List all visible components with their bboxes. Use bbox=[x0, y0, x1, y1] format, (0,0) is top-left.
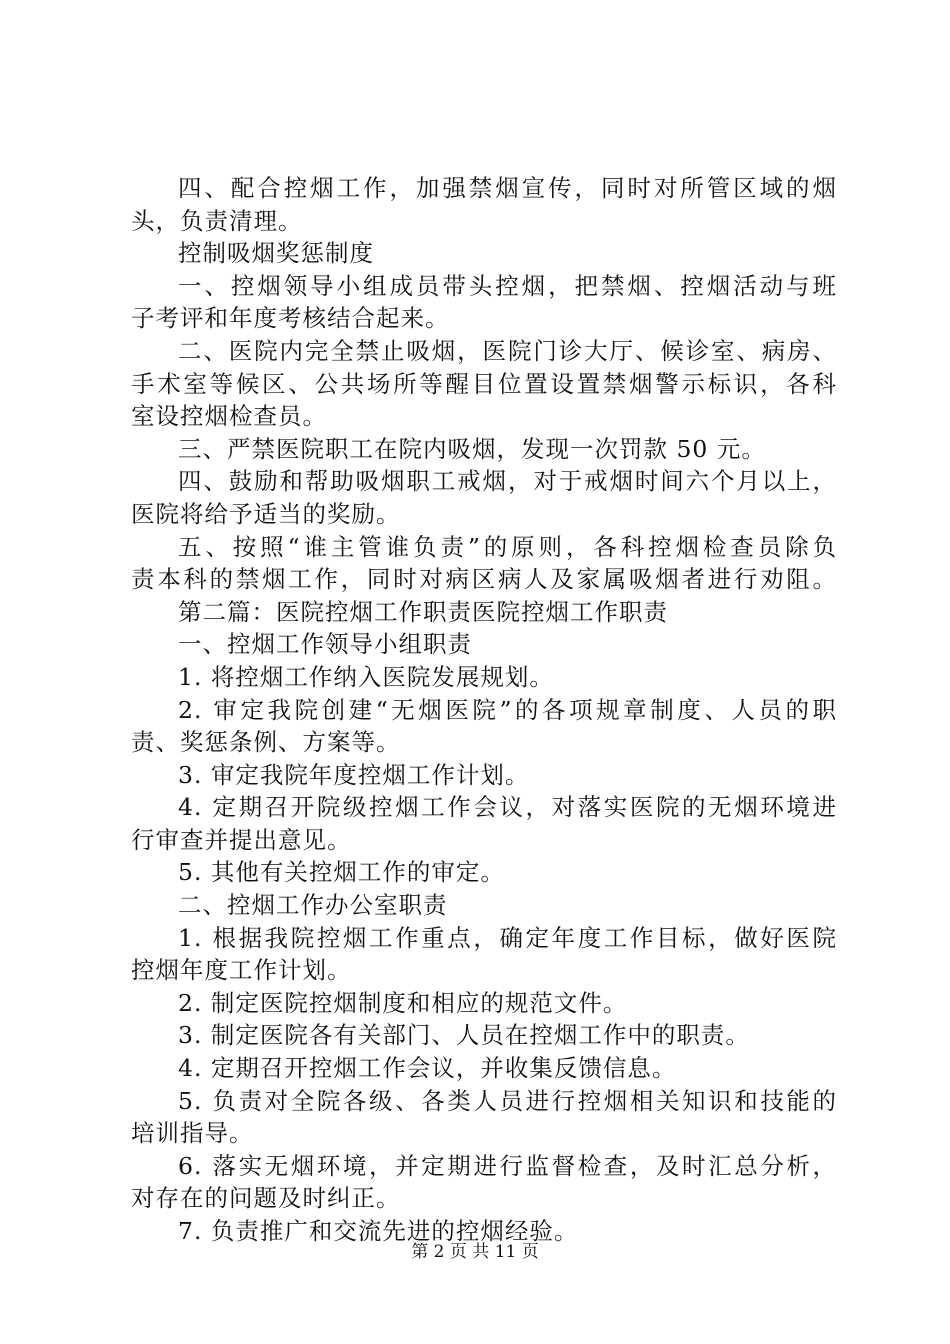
text-line: 7. 负责推广和交流先进的控烟经验。 bbox=[178, 1217, 579, 1245]
text-line: 三、严禁医院职工在院内吸烟，发现一次罚款 50 元。 bbox=[178, 434, 766, 463]
text-line: 4. 定期召开院级控烟工作会议，对落实医院的无烟环境进 bbox=[178, 793, 837, 822]
text-line: 控制吸烟奖惩制度 bbox=[178, 239, 374, 268]
text-line: 3. 审定我院年度控烟工作计划。 bbox=[178, 760, 530, 789]
text-line: 手术室等候区、公共场所等醒目位置设置禁烟警示标识，各科 bbox=[131, 369, 837, 398]
text-line: 6. 落实无烟环境，并定期进行监督检查，及时汇总分析， bbox=[178, 1151, 837, 1180]
text-line: 第二篇：医院控烟工作职责医院控烟工作职责 bbox=[178, 597, 668, 626]
text-line: 责本科的禁烟工作，同时对病区病人及家属吸烟者进行劝阻。 bbox=[131, 565, 837, 594]
text-line: 四、鼓励和帮助吸烟职工戒烟，对于戒烟时间六个月以上， bbox=[178, 467, 837, 496]
text-line: 1. 将控烟工作纳入医院发展规划。 bbox=[178, 662, 554, 691]
text-line: 责、奖惩条例、方案等。 bbox=[131, 728, 401, 757]
text-line: 一、控烟工作领导小组职责 bbox=[178, 630, 472, 659]
text-line: 4. 定期召开控烟工作会议，并收集反馈信息。 bbox=[178, 1054, 677, 1083]
text-line: 室设控烟检查员。 bbox=[131, 402, 327, 431]
text-line: 四、配合控烟工作，加强禁烟宣传，同时对所管区域的烟 bbox=[178, 174, 837, 202]
text-line: 1. 根据我院控烟工作重点，确定年度工作目标，做好医院 bbox=[178, 923, 837, 952]
text-line: 对存在的问题及时纠正。 bbox=[131, 1184, 401, 1213]
text-line: 控烟年度工作计划。 bbox=[131, 956, 352, 985]
text-line: 二、控烟工作办公室职责 bbox=[178, 891, 448, 920]
text-line: 头，负责清理。 bbox=[131, 206, 303, 235]
text-line: 五、按照“谁主管谁负责”的原则，各科控烟检查员除负 bbox=[178, 532, 837, 561]
text-line: 5. 其他有关控烟工作的审定。 bbox=[178, 858, 505, 887]
document-body bbox=[131, 172, 837, 1248]
text-line: 2. 制定医院控烟制度和相应的规范文件。 bbox=[178, 988, 628, 1017]
text-line: 5. 负责对全院各级、各类人员进行控烟相关知识和技能的 bbox=[178, 1086, 837, 1115]
text-line: 二、医院内完全禁止吸烟，医院门诊大厅、候诊室、病房、 bbox=[178, 336, 837, 365]
text-line: 2. 审定我院创建“无烟医院”的各项规章制度、人员的职 bbox=[178, 695, 837, 724]
text-line: 3. 制定医院各有关部门、人员在控烟工作中的职责。 bbox=[178, 1021, 750, 1050]
text-line: 子考评和年度考核结合起来。 bbox=[131, 304, 450, 333]
page-number-footer: 第 2 页 共 11 页 bbox=[411, 1242, 539, 1262]
text-line: 医院将给予适当的奖励。 bbox=[131, 499, 401, 528]
text-line: 一、控烟领导小组成员带头控烟，把禁烟、控烟活动与班 bbox=[178, 271, 837, 300]
text-line: 培训指导。 bbox=[131, 1119, 254, 1148]
text-line: 行审查并提出意见。 bbox=[131, 825, 352, 854]
